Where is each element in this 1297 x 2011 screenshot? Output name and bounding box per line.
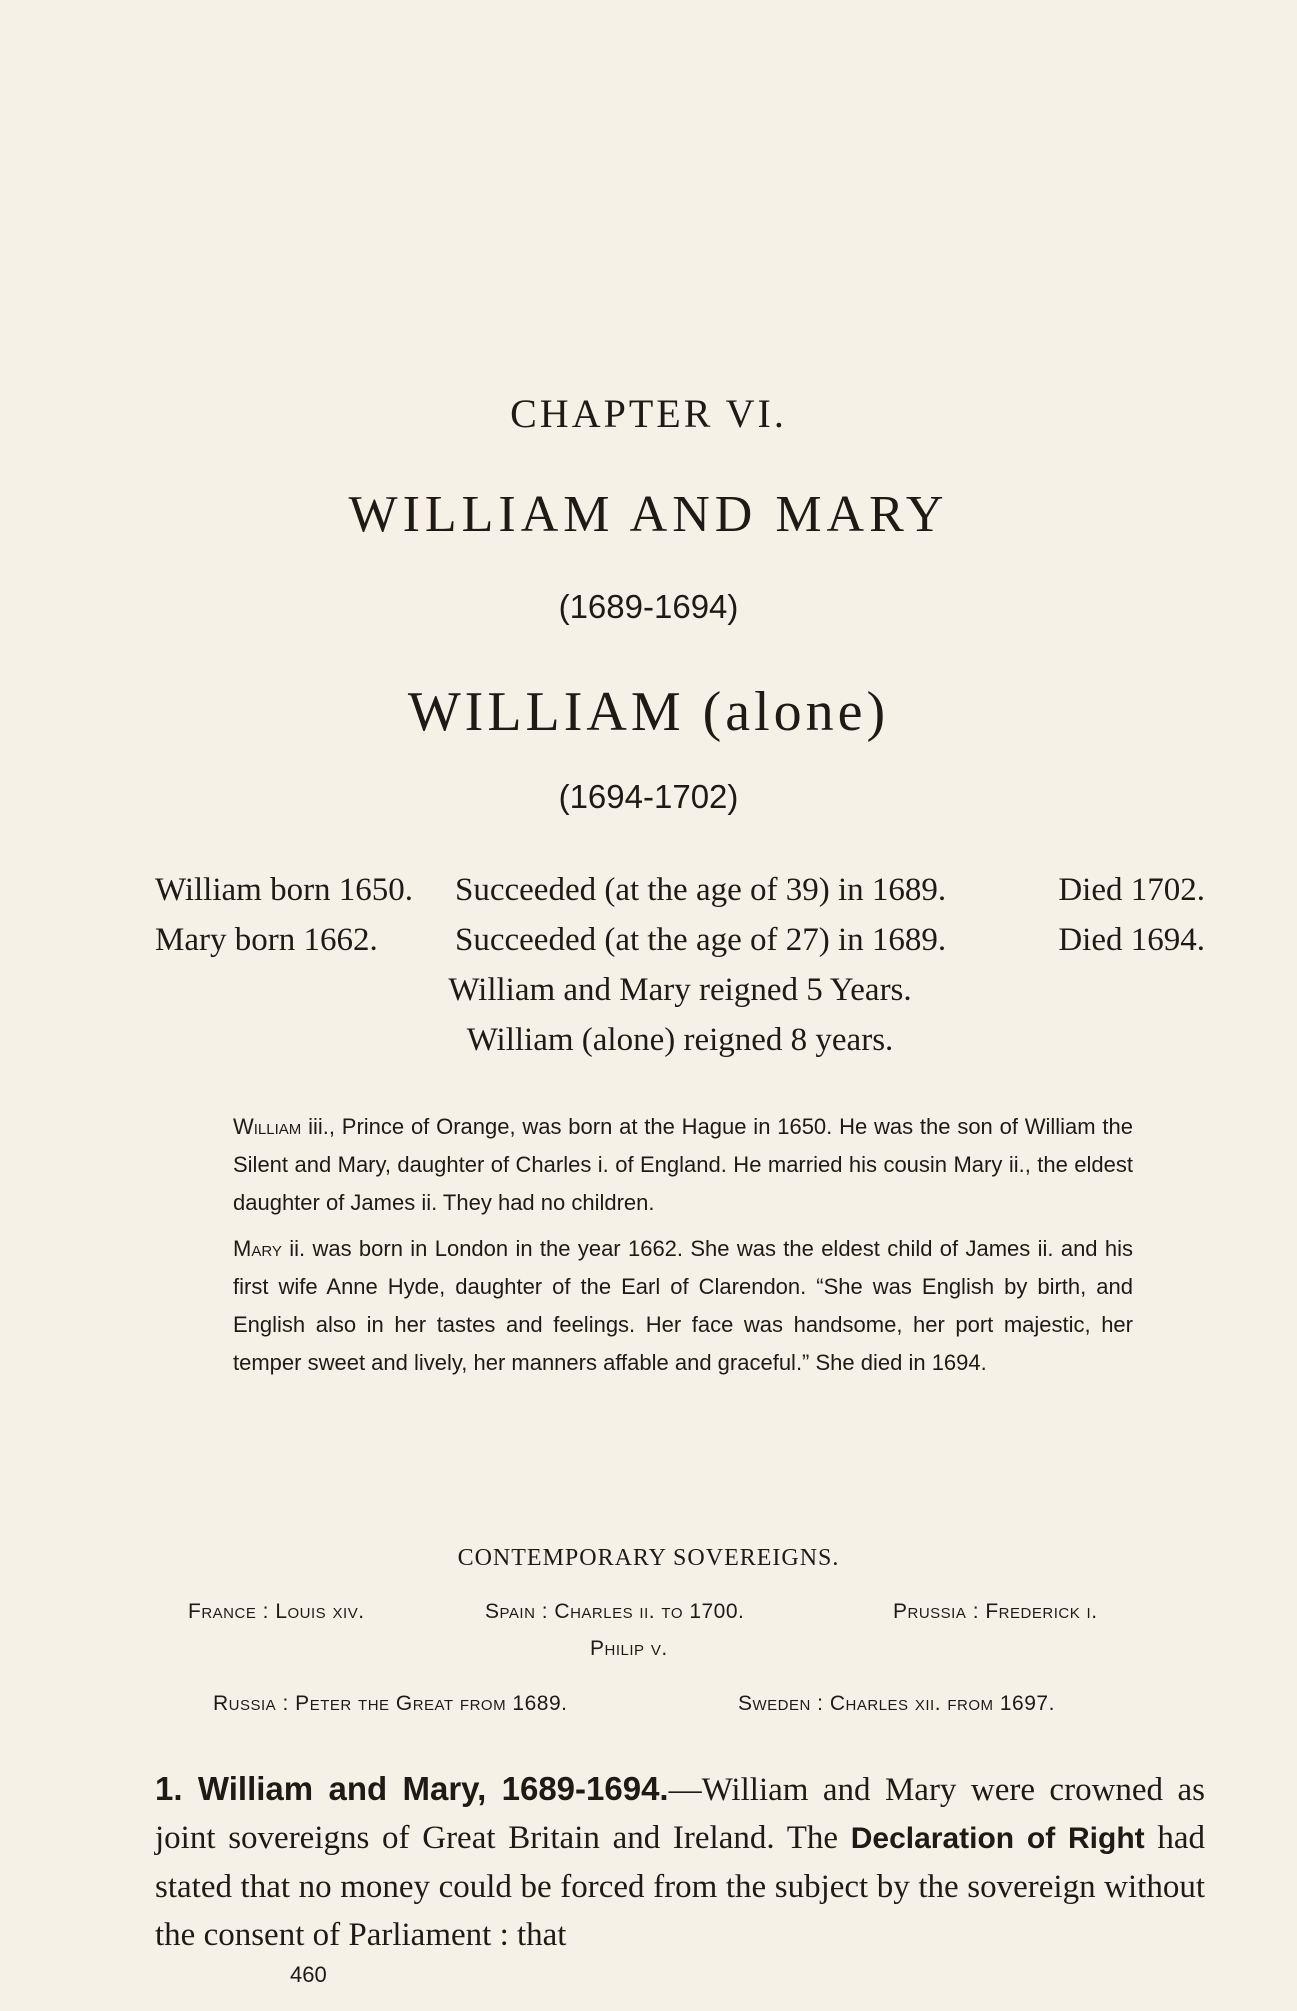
- chapter-subtitle: WILLIAM (alone): [407, 681, 890, 743]
- sovereign-russia: Russia : Peter the Great from 1689.: [213, 1692, 568, 1715]
- section-text-1: —William and Mary were crowned as joint sovereigns of Great Britain and Ireland. The: [155, 1772, 1205, 1856]
- sovereign-spain-successor: Philip v.: [590, 1637, 668, 1660]
- william-bio-text: iii., Prince of Orange, was born at the Hague in 1650. He was the son of William the Silent and Mary, daughter of Charles i. of England. He married his cousin Mary ii., the eldest daughter of James ii. They had no children.: [233, 1114, 1133, 1215]
- sovereign-france: France : Louis xiv.: [188, 1600, 365, 1623]
- mary-bio-text: ii. was born in London in the year 1662. She was the eldest child of James ii. and his first wife Anne Hyde, daughter of the Earl of Clarendon. “She was English by birth, and English also in her tastes and feelings. Her face was handsome, her port majestic, her temper sweet and lively, her manners affable and graceful.” She died in 1694.: [233, 1236, 1133, 1375]
- title-dates: (1689-1694): [558, 588, 739, 625]
- chapter-heading: CHAPTER VI.: [510, 391, 787, 436]
- section-paragraph: [155, 1765, 1205, 1959]
- section-text-2: had stated that no money could be forced from the subject by the sovereign without the consent of Parliament : that: [155, 1820, 1205, 1953]
- mary-bio-name: Mary: [233, 1236, 282, 1261]
- joint-reign: William and Mary reigned 5 Years.: [448, 972, 912, 1008]
- subtitle-dates: (1694-1702): [558, 778, 739, 815]
- contemporary-heading: CONTEMPORARY SOVEREIGNS.: [457, 1545, 840, 1571]
- chapter-title: WILLIAM AND MARY: [348, 486, 949, 543]
- sovereign-sweden: Sweden : Charles xii. from 1697.: [738, 1692, 1055, 1715]
- william-succeeded: Succeeded (at the age of 39) in 1689.: [455, 872, 947, 908]
- mary-bio: [233, 1230, 1133, 1382]
- declaration-term: Declaration of Right: [850, 1822, 1145, 1855]
- mary-born: Mary born 1662.: [155, 922, 378, 958]
- william-died: Died 1702.: [1058, 872, 1205, 908]
- william-bio-name: William: [233, 1114, 302, 1139]
- william-bio: [233, 1108, 1133, 1222]
- section-lead: 1. William and Mary, 1689-1694.: [155, 1770, 669, 1807]
- mary-died: Died 1694.: [1058, 922, 1205, 958]
- biography: [233, 1108, 1133, 1390]
- sovereign-prussia: Prussia : Frederick i.: [893, 1600, 1098, 1623]
- alone-reign: William (alone) reigned 8 years.: [466, 1022, 894, 1058]
- page-number: 460: [290, 1962, 327, 1987]
- mary-succeeded: Succeeded (at the age of 27) in 1689.: [455, 922, 947, 958]
- sovereign-spain: Spain : Charles ii. to 1700.: [485, 1600, 745, 1623]
- william-born: William born 1650.: [155, 872, 414, 908]
